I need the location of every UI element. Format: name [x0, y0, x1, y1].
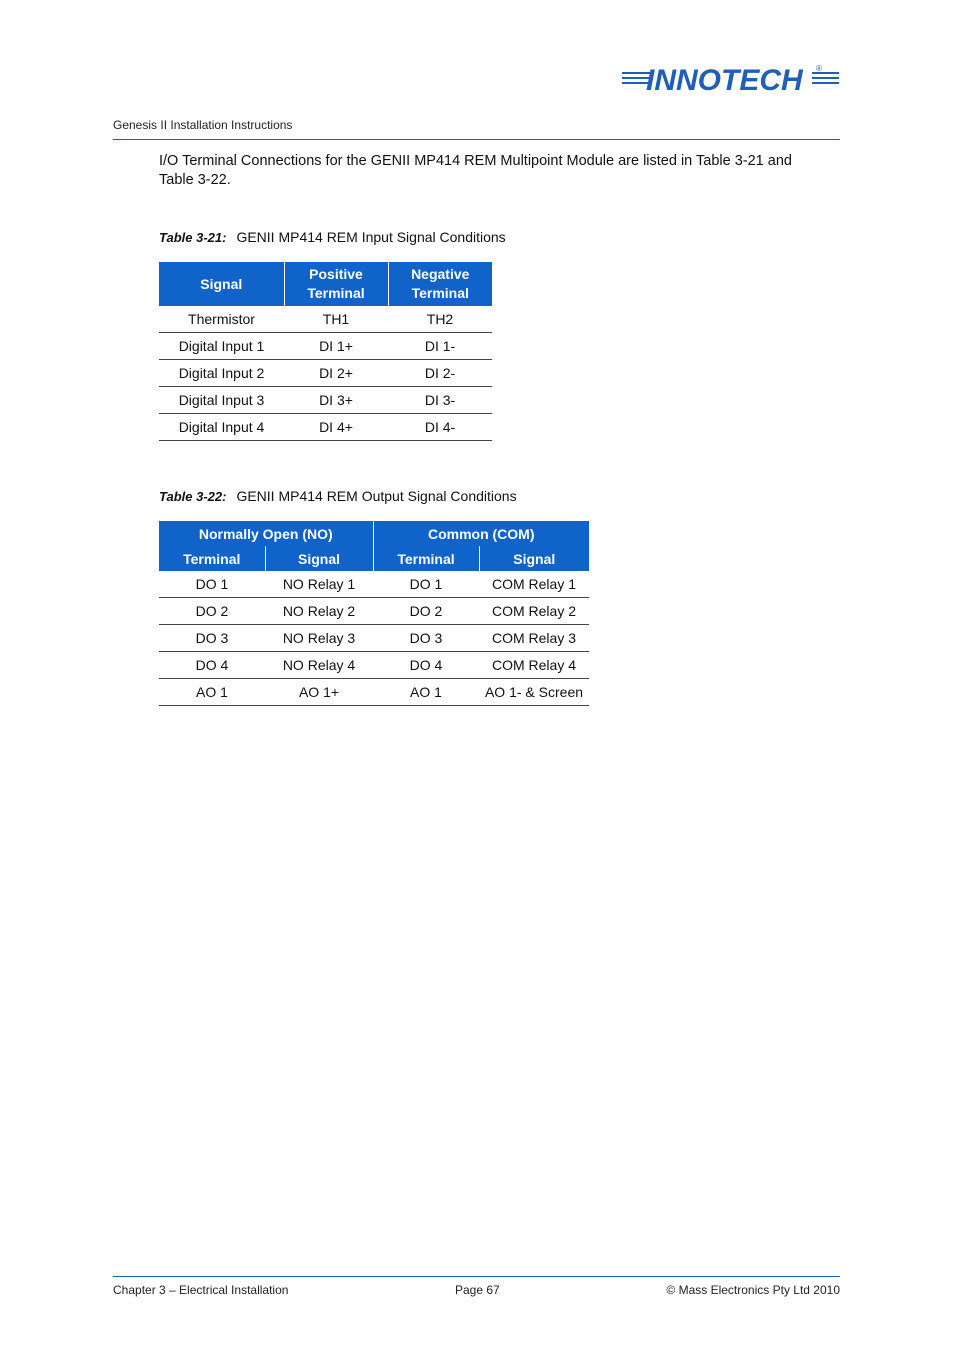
cell-no-terminal: AO 1	[159, 679, 265, 706]
cell-no-signal: NO Relay 4	[265, 652, 373, 679]
col-header-com-terminal: Terminal	[373, 546, 479, 571]
table2-caption	[159, 488, 517, 504]
group-header-normally-open: Normally Open (NO)	[159, 521, 373, 546]
cell-positive: DI 1+	[284, 333, 388, 360]
cell-negative: DI 2-	[388, 360, 492, 387]
cell-com-signal: COM Relay 2	[479, 598, 589, 625]
cell-negative: DI 4-	[388, 414, 492, 441]
col-header-positive-terminal: Positive Terminal	[284, 262, 388, 306]
cell-no-signal: NO Relay 3	[265, 625, 373, 652]
table-row	[159, 625, 589, 652]
table-row	[159, 360, 492, 387]
cell-signal: Thermistor	[159, 306, 284, 333]
cell-com-terminal: DO 4	[373, 652, 479, 679]
cell-com-signal: COM Relay 4	[479, 652, 589, 679]
cell-com-signal: COM Relay 1	[479, 571, 589, 598]
cell-positive: DI 2+	[284, 360, 388, 387]
table-row	[159, 571, 589, 598]
input-signal-table	[159, 262, 492, 441]
cell-positive: TH1	[284, 306, 388, 333]
intro-paragraph: I/O Terminal Connections for the GENII MP414 REM Multipoint Module are listed in Table 3-21 and Table 3-22.	[159, 153, 792, 188]
cell-negative: DI 3-	[388, 387, 492, 414]
cell-positive: DI 3+	[284, 387, 388, 414]
footer-page-number: Page 67	[455, 1283, 500, 1297]
table1-caption	[159, 229, 506, 245]
cell-signal: Digital Input 3	[159, 387, 284, 414]
col-header-signal: Signal	[159, 262, 284, 306]
cell-no-signal: NO Relay 1	[265, 571, 373, 598]
table1-caption-label: Table 3-21:	[159, 230, 227, 245]
table-row	[159, 598, 589, 625]
table-row	[159, 333, 492, 360]
table-row	[159, 387, 492, 414]
col-header-no-signal: Signal	[265, 546, 373, 571]
registered-mark: ®	[816, 64, 822, 73]
footer-divider	[113, 1276, 840, 1277]
innotech-logo	[620, 62, 842, 96]
table-row	[159, 679, 589, 706]
cell-no-terminal: DO 3	[159, 625, 265, 652]
cell-signal: Digital Input 2	[159, 360, 284, 387]
cell-com-terminal: DO 3	[373, 625, 479, 652]
cell-negative: TH2	[388, 306, 492, 333]
table-row	[159, 414, 492, 441]
cell-positive: DI 4+	[284, 414, 388, 441]
table2-caption-text: GENII MP414 REM Output Signal Conditions	[236, 488, 517, 504]
header-divider	[113, 139, 840, 140]
cell-signal: Digital Input 1	[159, 333, 284, 360]
cell-com-signal: AO 1- & Screen	[479, 679, 589, 706]
cell-no-terminal: DO 1	[159, 571, 265, 598]
table2-caption-label: Table 3-22:	[159, 489, 227, 504]
cell-no-terminal: DO 2	[159, 598, 265, 625]
cell-no-signal: AO 1+	[265, 679, 373, 706]
col-header-com-signal: Signal	[479, 546, 589, 571]
col-header-no-terminal: Terminal	[159, 546, 265, 571]
footer-copyright: © Mass Electronics Pty Ltd 2010	[666, 1283, 840, 1297]
table-row	[159, 306, 492, 333]
logo-wordmark: INNOTECH	[646, 64, 803, 96]
output-signal-table	[159, 521, 589, 706]
group-header-common: Common (COM)	[373, 521, 589, 546]
cell-com-terminal: DO 2	[373, 598, 479, 625]
col-header-negative-terminal: Negative Terminal	[388, 262, 492, 306]
cell-com-terminal: DO 1	[373, 571, 479, 598]
document-title: Genesis II Installation Instructions	[113, 118, 293, 132]
cell-no-signal: NO Relay 2	[265, 598, 373, 625]
cell-negative: DI 1-	[388, 333, 492, 360]
cell-no-terminal: DO 4	[159, 652, 265, 679]
table1-caption-text: GENII MP414 REM Input Signal Conditions	[236, 229, 506, 245]
cell-com-signal: COM Relay 3	[479, 625, 589, 652]
table-row	[159, 652, 589, 679]
cell-signal: Digital Input 4	[159, 414, 284, 441]
footer-chapter: Chapter 3 – Electrical Installation	[113, 1283, 289, 1297]
cell-com-terminal: AO 1	[373, 679, 479, 706]
